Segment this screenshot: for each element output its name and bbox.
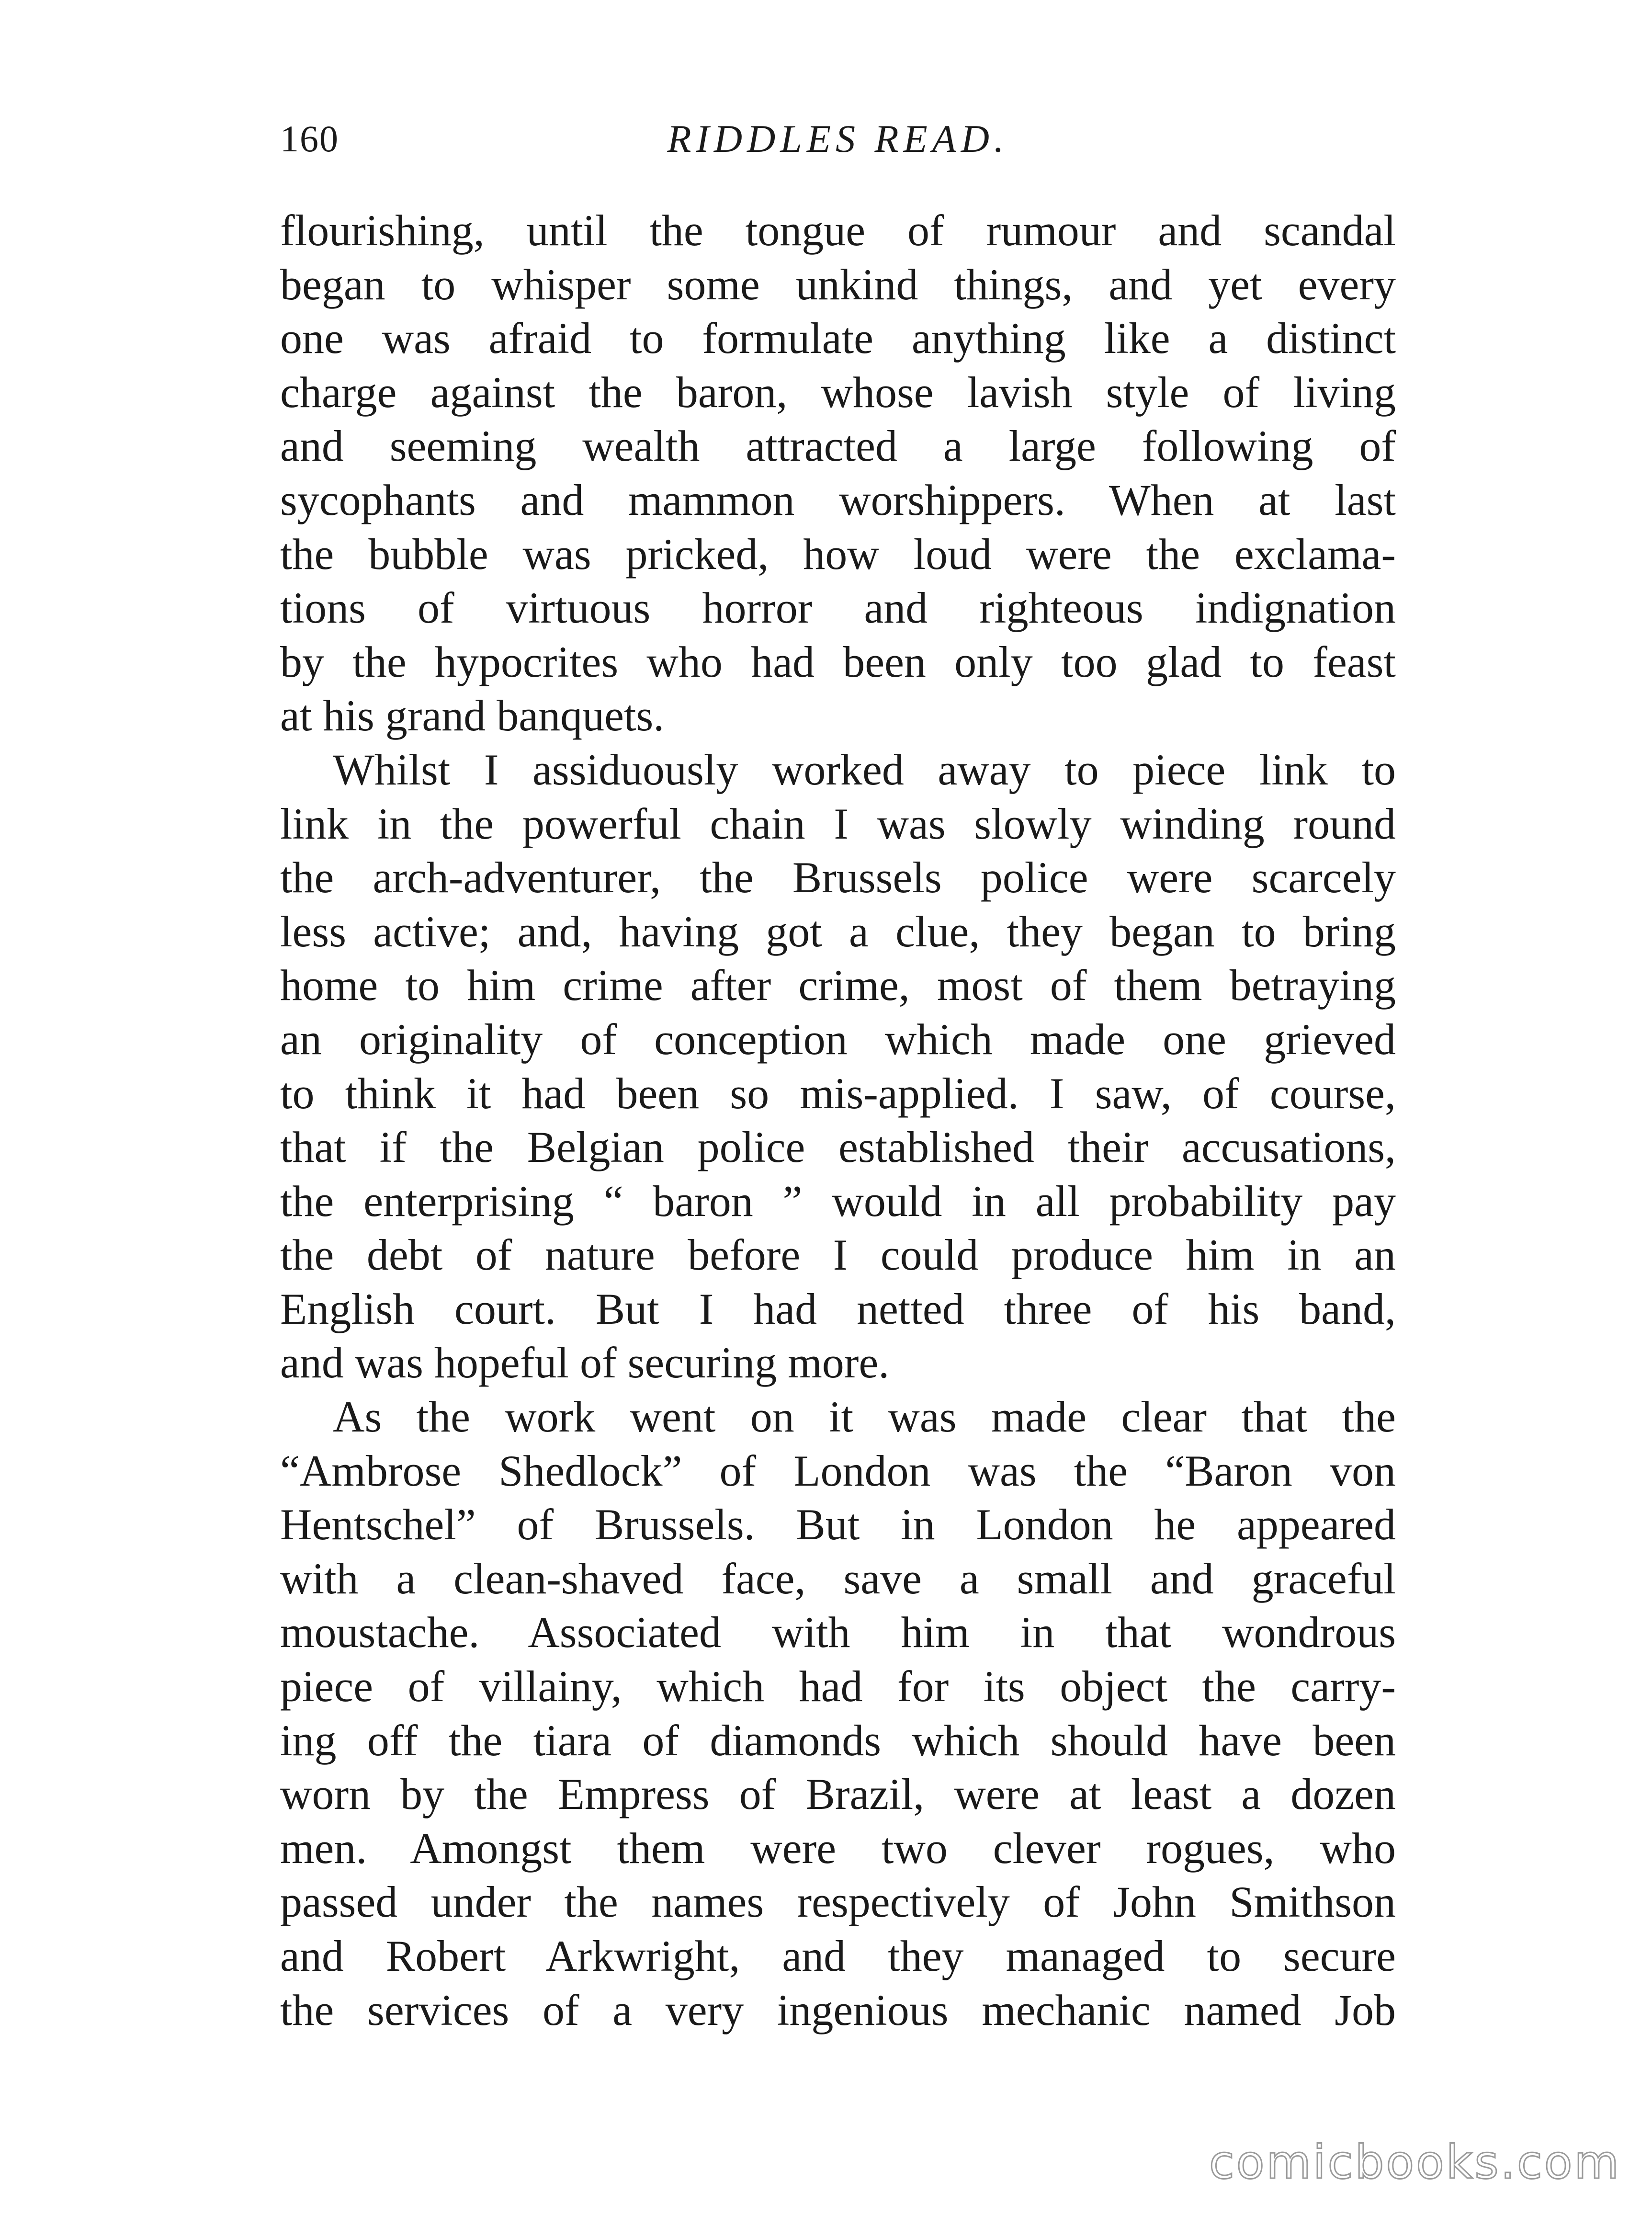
text-line: the services of a very ingenious mechanic named Job	[280, 1985, 1396, 2034]
text-line: with a clean-shaved face, save a small and graceful	[280, 1554, 1396, 1603]
text-line: English court. But I had netted three of his band,	[280, 1284, 1396, 1333]
text-line: piece of villainy, which had for its object the carry-	[280, 1662, 1396, 1711]
text-line: at his grand banquets.	[280, 691, 665, 740]
text-line: and seeming wealth attracted a large following of	[280, 421, 1396, 471]
text-line: one was afraid to formulate anything like a distinct	[280, 314, 1396, 363]
text-line: Whilst I assiduously worked away to piece link to	[333, 745, 1396, 794]
running-head: RIDDLES READ.	[667, 117, 1009, 160]
text-line: men. Amongst them were two clever rogues, who	[280, 1823, 1396, 1873]
text-line: the arch-adventurer, the Brussels police were scarcely	[280, 853, 1396, 902]
paragraph	[280, 743, 1396, 1390]
paragraph	[280, 1390, 1396, 2037]
text-line: the debt of nature before I could produce him in an	[280, 1230, 1396, 1280]
text-line: charge against the baron, whose lavish style of living	[280, 367, 1396, 417]
text-line: Hentschel” of Brussels. But in London he appeared	[280, 1500, 1396, 1549]
text-line: that if the Belgian police established their accusations,	[280, 1123, 1396, 1172]
text-line: an originality of conception which made one grieved	[280, 1014, 1396, 1064]
text-line: link in the powerful chain I was slowly winding round	[280, 799, 1396, 848]
text-line: began to whisper some unkind things, and yet every	[280, 260, 1396, 309]
text-line: passed under the names respectively of John Smithson	[280, 1877, 1396, 1927]
text-line: to think it had been so mis-applied. I saw, of course,	[280, 1068, 1396, 1118]
page-number: 160	[280, 118, 339, 159]
page-header	[280, 113, 1396, 165]
text-line: As the work went on it was made clear that the	[333, 1392, 1396, 1442]
paragraph	[280, 204, 1396, 743]
text-line: sycophants and mammon worshippers. When at last	[280, 475, 1396, 524]
text-line: less active; and, having got a clue, they began to bring	[280, 907, 1396, 956]
text-line: moustache. Associated with him in that wondrous	[280, 1608, 1396, 1657]
text-line: ing off the tiara of diamonds which should have been	[280, 1716, 1396, 1765]
text-line: the bubble was pricked, how loud were the exclama-	[280, 529, 1396, 579]
text-line: by the hypocrites who had been only too glad to feast	[280, 637, 1396, 686]
text-line: and was hopeful of securing more.	[280, 1338, 890, 1387]
text-line: tions of virtuous horror and righteous indignation	[280, 583, 1396, 633]
watermark: comicbooks.com	[1209, 2136, 1621, 2189]
body-text	[280, 204, 1396, 2037]
text-line: flourishing, until the tongue of rumour and scandal	[280, 206, 1396, 255]
text-line: and Robert Arkwright, and they managed to secure	[280, 1932, 1396, 1980]
text-line: “Ambrose Shedlock” of London was the “Baron von	[280, 1446, 1396, 1495]
text-line: the enterprising “ baron ” would in all probability pay	[280, 1176, 1396, 1226]
text-line: worn by the Empress of Brazil, were at least a dozen	[280, 1770, 1396, 1819]
text-line: home to him crime after crime, most of them betraying	[280, 961, 1396, 1010]
